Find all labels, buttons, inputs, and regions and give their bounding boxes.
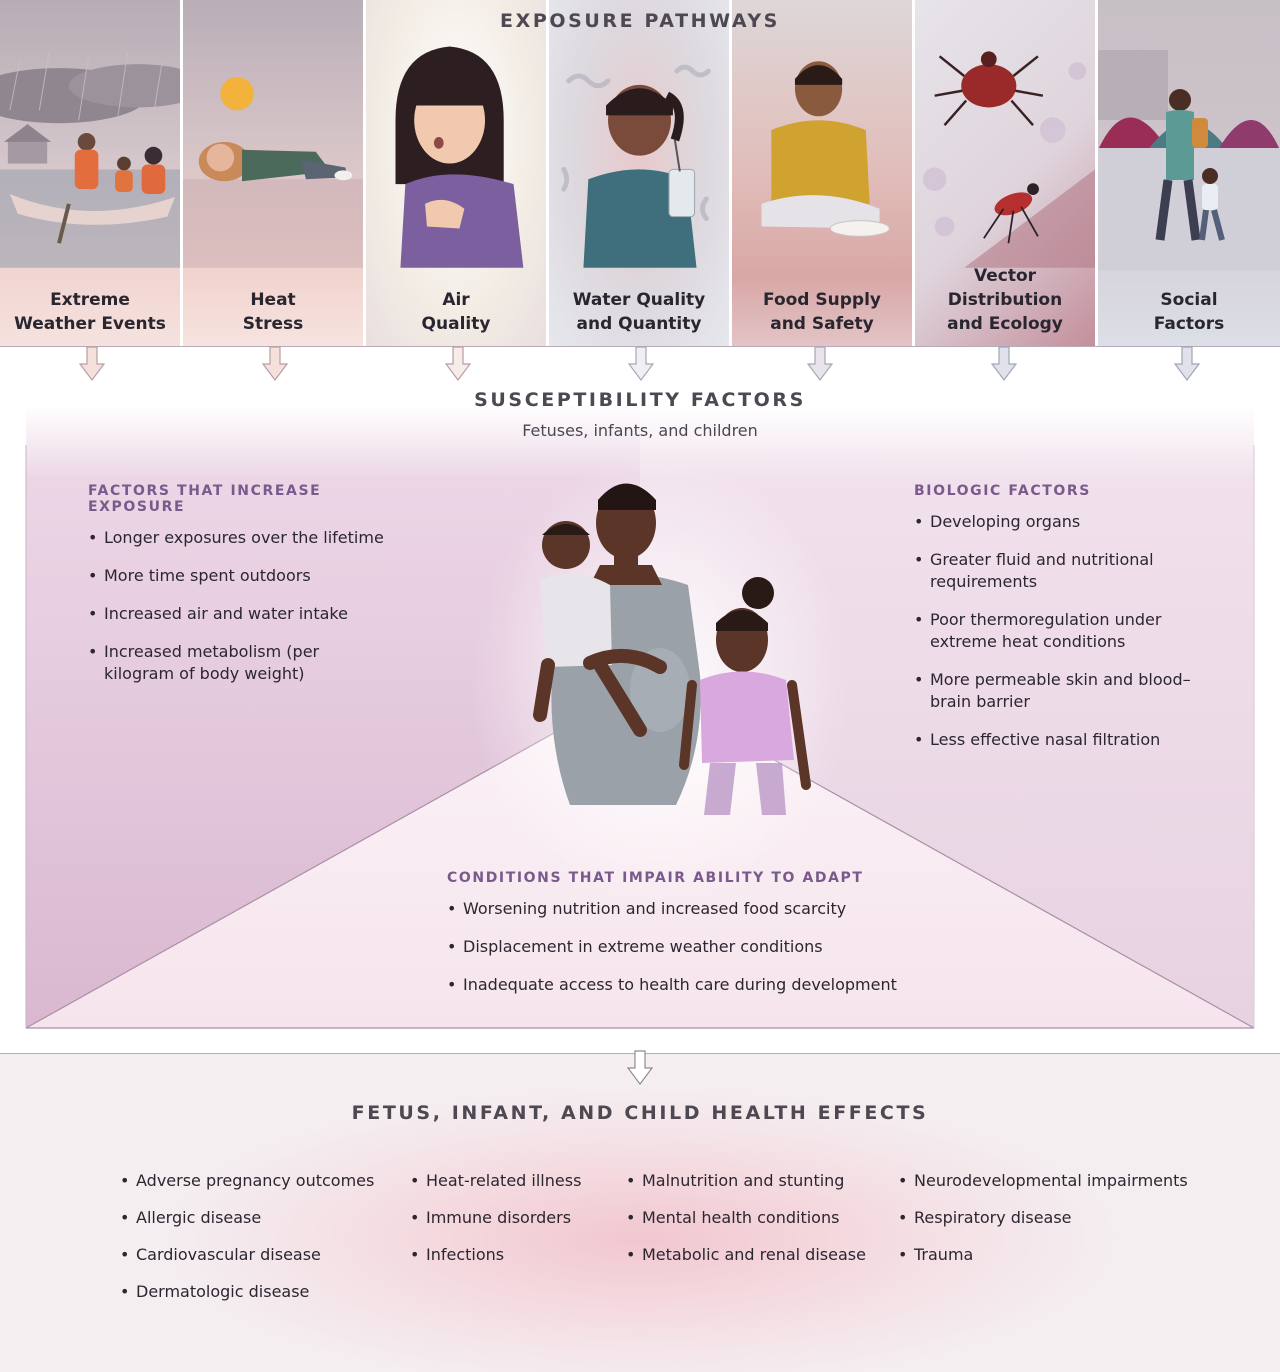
- down-arrow-icon: [627, 1050, 653, 1086]
- panel-water-quality: [549, 0, 732, 346]
- health-effects-column-1: [120, 1170, 390, 1318]
- list-item: • Neurodevelopmental impairments: [898, 1170, 1198, 1192]
- impair-adapt-list: [447, 898, 907, 996]
- list-item: • Developing organs: [914, 511, 1214, 533]
- label-air-quality: Air Quality: [421, 290, 491, 334]
- displaced-family-tent-camp-illustration: [1098, 0, 1280, 270]
- health-effects-column-3: [626, 1170, 891, 1281]
- label-vector-distribution: Vector Distribution and Ecology: [947, 266, 1063, 334]
- increase-exposure-heading: FACTORS THAT INCREASE EXPOSURE: [88, 483, 322, 515]
- down-arrow-icon: [1174, 346, 1200, 382]
- down-arrow-icon: [262, 346, 288, 382]
- increase-exposure-list: [88, 527, 418, 685]
- list-item: • Allergic disease: [120, 1207, 390, 1229]
- list-item: • Immune disorders: [410, 1207, 620, 1229]
- exposure-pathways-section: [0, 0, 1280, 347]
- biologic-factors-list: [914, 511, 1214, 751]
- list-item: • Worsening nutrition and increased food scarcity: [447, 898, 907, 920]
- susceptibility-section: [0, 385, 1280, 1053]
- girl-drinking-water-illustration: [549, 0, 729, 270]
- panel-heat-stress: [183, 0, 366, 346]
- panel-air-quality: [366, 0, 549, 346]
- label-water-quality: Water Quality and Quantity: [572, 290, 706, 334]
- increase-exposure-block: [88, 483, 418, 701]
- down-arrow-icon: [445, 346, 471, 382]
- panel-food-supply: [732, 0, 915, 346]
- down-arrow-icon: [991, 346, 1017, 382]
- susceptibility-subtitle: Fetuses, infants, and children: [522, 421, 758, 440]
- child-struggling-to-breathe-illustration: [366, 0, 546, 270]
- label-heat-stress: Heat Stress: [242, 290, 304, 334]
- list-item: • More time spent outdoors: [88, 565, 418, 587]
- list-item: • Greater fluid and nutritional requirements: [914, 549, 1175, 593]
- health-effects-column-2: [410, 1170, 620, 1281]
- biologic-factors-heading: BIOLOGIC FACTORS: [914, 483, 1091, 499]
- exposure-pathways-title: EXPOSURE PATHWAYS: [500, 10, 780, 32]
- list-item: • Increased metabolism (per kilogram of body weight): [88, 641, 354, 685]
- child-collapsed-in-sun-illustration: [183, 0, 363, 270]
- list-item: • Trauma: [898, 1244, 1198, 1266]
- boy-with-empty-plate-illustration: [732, 0, 912, 270]
- list-item: • Inadequate access to health care during development: [447, 974, 907, 996]
- health-effects-title: FETUS, INFANT, AND CHILD HEALTH EFFECTS: [351, 1102, 929, 1124]
- list-item: • Malnutrition and stunting: [626, 1170, 891, 1192]
- list-item: • Mental health conditions: [626, 1207, 891, 1229]
- down-arrow-icon: [628, 346, 654, 382]
- list-item: • Heat-related illness: [410, 1170, 620, 1192]
- impair-adapt-heading: CONDITIONS THAT IMPAIR ABILITY TO ADAPT: [447, 870, 864, 886]
- biologic-factors-block: [914, 483, 1214, 767]
- list-item: • Cardiovascular disease: [120, 1244, 390, 1266]
- impair-adapt-block: [447, 870, 907, 1012]
- list-item: • Respiratory disease: [898, 1207, 1198, 1229]
- list-item: • Adverse pregnancy outcomes: [120, 1170, 390, 1192]
- label-food-supply: Food Supply and Safety: [763, 290, 881, 334]
- list-item: • Increased air and water intake: [88, 603, 418, 625]
- down-arrow-icon: [807, 346, 833, 382]
- list-item: • Poor thermoregulation under extreme heat conditions: [914, 609, 1175, 653]
- label-extreme-weather: Extreme Weather Events: [14, 290, 166, 334]
- list-item: • Displacement in extreme weather conditions: [447, 936, 907, 958]
- list-item: • More permeable skin and blood–brain barrier: [914, 669, 1205, 713]
- health-effects-column-4: [898, 1170, 1198, 1281]
- susceptibility-title: SUSCEPTIBILITY FACTORS: [474, 389, 806, 411]
- tick-and-mosquito-illustration: [915, 0, 1095, 270]
- panel-vector-distribution: [915, 0, 1098, 346]
- list-item: • Dermatologic disease: [120, 1281, 390, 1303]
- list-item: • Infections: [410, 1244, 620, 1266]
- health-effects-section: [0, 1053, 1280, 1372]
- panel-extreme-weather: [0, 0, 183, 346]
- label-social-factors: Social Factors: [1153, 290, 1225, 334]
- panel-social-factors: [1098, 0, 1280, 346]
- list-item: • Less effective nasal filtration: [914, 729, 1214, 751]
- list-item: • Longer exposures over the lifetime: [88, 527, 418, 549]
- list-item: • Metabolic and renal disease: [626, 1244, 891, 1266]
- flood-rescue-boat-illustration: [0, 0, 180, 270]
- down-arrow-icon: [79, 346, 105, 382]
